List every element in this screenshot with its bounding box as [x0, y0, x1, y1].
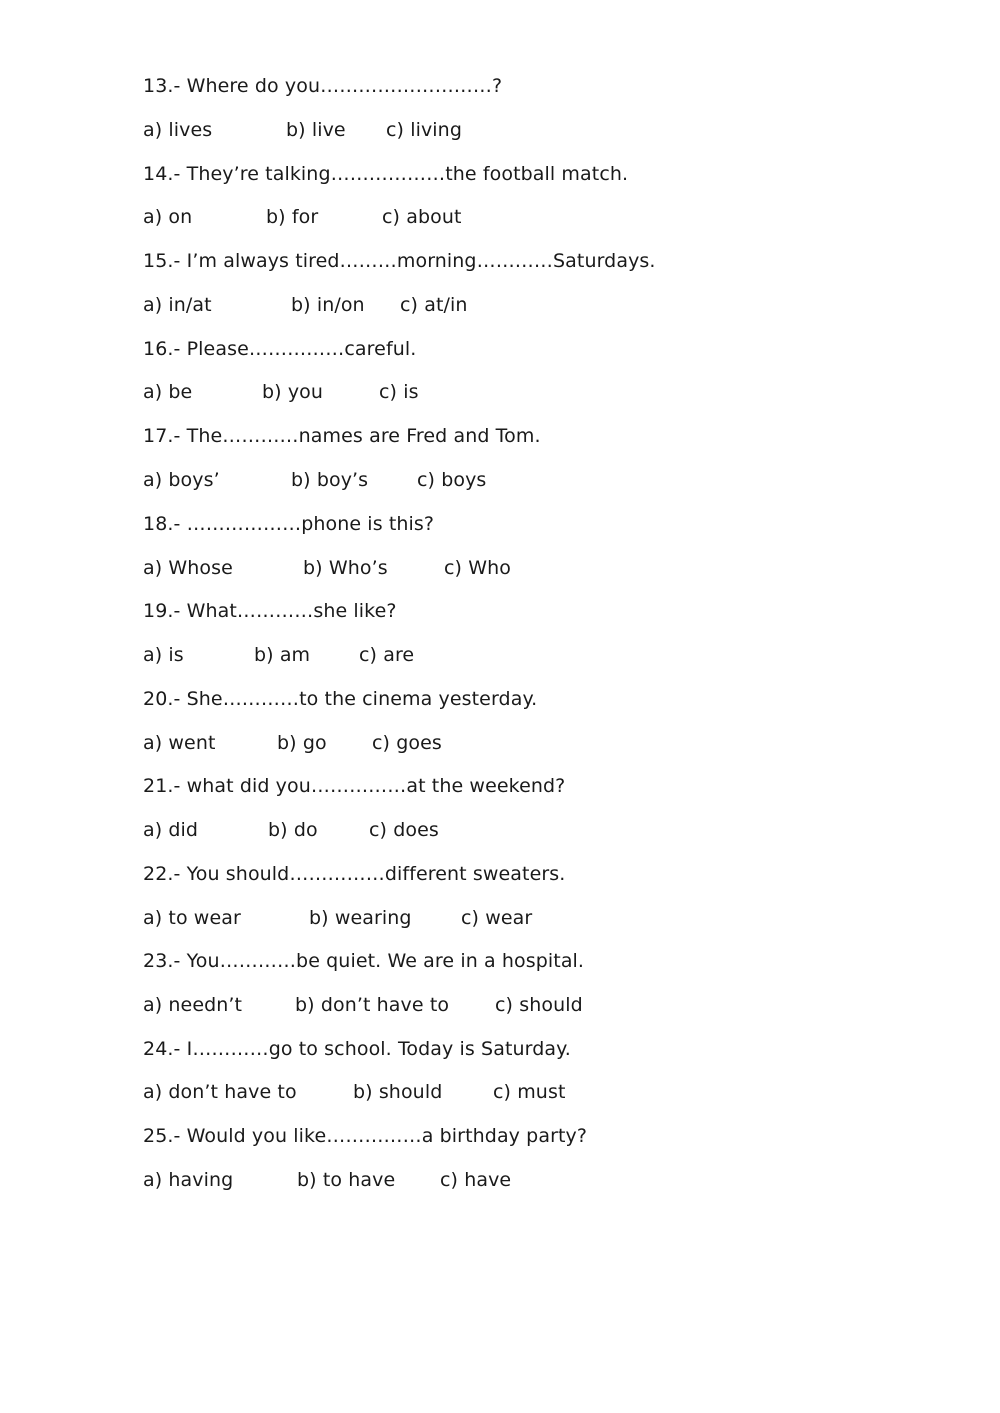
question-19-options — [143, 641, 743, 669]
option-a[interactable]: a) did — [143, 819, 199, 841]
option-b[interactable]: b) am — [254, 644, 311, 666]
option-a[interactable]: a) in/at — [143, 294, 212, 316]
question-16-options — [143, 378, 743, 406]
option-a[interactable]: a) on — [143, 206, 193, 228]
question-15-options — [143, 291, 743, 319]
question-18-options — [143, 554, 743, 582]
option-a[interactable]: a) lives — [143, 119, 213, 141]
option-c[interactable]: c) Who — [444, 557, 511, 579]
option-c[interactable]: c) at/in — [400, 294, 468, 316]
option-c[interactable]: c) goes — [372, 732, 442, 754]
option-b[interactable]: b) boy’s — [291, 469, 369, 491]
option-a[interactable]: a) went — [143, 732, 216, 754]
question-13-prompt: 13.- Where do you………………………? — [143, 75, 503, 97]
option-c[interactable]: c) is — [379, 381, 419, 403]
option-b[interactable]: b) go — [277, 732, 327, 754]
question-23-options — [143, 991, 743, 1019]
option-a[interactable]: a) boys’ — [143, 469, 220, 491]
option-c[interactable]: c) are — [359, 644, 415, 666]
option-c[interactable]: c) must — [493, 1081, 566, 1103]
question-20-options — [143, 729, 743, 757]
question-16-prompt: 16.- Please……………careful. — [143, 338, 417, 360]
question-23-prompt: 23.- You…………be quiet. We are in a hospital. — [143, 950, 585, 972]
option-b[interactable]: b) should — [353, 1081, 443, 1103]
option-c[interactable]: c) have — [440, 1169, 512, 1191]
option-c[interactable]: c) wear — [461, 907, 533, 929]
option-c[interactable]: c) boys — [417, 469, 487, 491]
question-21-options — [143, 816, 743, 844]
question-17-prompt: 17.- The…………names are Fred and Tom. — [143, 425, 541, 447]
question-22-options — [143, 904, 743, 932]
option-b[interactable]: b) to have — [297, 1169, 396, 1191]
option-b[interactable]: b) in/on — [291, 294, 365, 316]
option-c[interactable]: c) living — [386, 119, 462, 141]
question-25-prompt: 25.- Would you like……………a birthday party? — [143, 1125, 588, 1147]
option-a[interactable]: a) to wear — [143, 907, 241, 929]
option-a[interactable]: a) having — [143, 1169, 234, 1191]
question-20-prompt: 20.- She…………to the cinema yesterday. — [143, 688, 538, 710]
option-b[interactable]: b) wearing — [309, 907, 412, 929]
option-c[interactable]: c) should — [495, 994, 583, 1016]
question-19-prompt: 19.- What…………she like? — [143, 600, 397, 622]
question-14-prompt: 14.- They’re talking………………the football match. — [143, 163, 629, 185]
question-24-options — [143, 1078, 743, 1106]
question-18-prompt: 18.- ………………phone is this? — [143, 513, 435, 535]
option-a[interactable]: a) Whose — [143, 557, 233, 579]
option-c[interactable]: c) does — [369, 819, 439, 841]
question-21-prompt: 21.- what did you……………at the weekend? — [143, 775, 566, 797]
option-a[interactable]: a) needn’t — [143, 994, 243, 1016]
option-b[interactable]: b) don’t have to — [295, 994, 450, 1016]
question-22-prompt: 22.- You should……………different sweaters. — [143, 863, 566, 885]
option-c[interactable]: c) about — [382, 206, 462, 228]
question-14-options — [143, 203, 743, 231]
question-17-options — [143, 466, 743, 494]
question-25-options — [143, 1166, 743, 1194]
option-a[interactable]: a) don’t have to — [143, 1081, 297, 1103]
question-15-prompt: 15.- I’m always tired………morning…………Saturdays. — [143, 250, 656, 272]
question-24-prompt: 24.- I…………go to school. Today is Saturday. — [143, 1038, 571, 1060]
option-b[interactable]: b) do — [268, 819, 318, 841]
option-b[interactable]: b) Who’s — [303, 557, 388, 579]
question-13-options — [143, 116, 743, 144]
option-b[interactable]: b) for — [266, 206, 319, 228]
option-a[interactable]: a) be — [143, 381, 193, 403]
option-b[interactable]: b) you — [262, 381, 324, 403]
option-b[interactable]: b) live — [286, 119, 346, 141]
option-a[interactable]: a) is — [143, 644, 184, 666]
